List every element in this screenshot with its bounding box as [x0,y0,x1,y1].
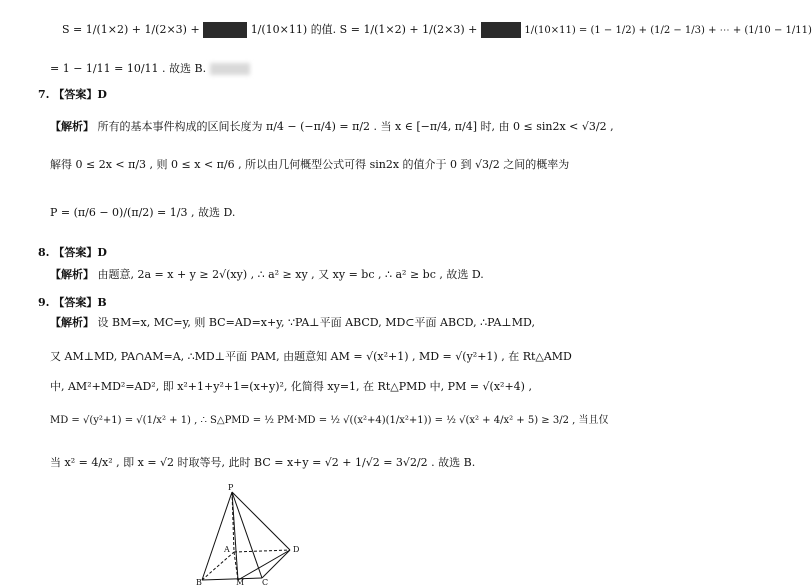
text: 1/(10×11) [250,23,308,36]
text: 当 x² = 4/x² , 即 x = √2 时取等号, 此时 BC = x+y = √2 + 1/√2 = 3√2/2 . 故选 B. [50,456,476,469]
text: 1/(1×2) + 1/(2×3) + [85,23,200,36]
text: 解得 0 ≤ 2x < π/3 , 则 0 ≤ x < π/6 , 所以由几何概型公式可得 sin2x 的值介于 0 到 √3/2 之间的概率为 [50,158,570,171]
text: 又 AM⊥MD, PA∩AM=A, ∴MD⊥平面 PAM, 由题意知 AM = √(x²+1) , MD = √(y²+1) , 在 Rt△AMD [50,350,572,363]
blurred-mark [210,63,250,75]
q9-exp-line-4 [50,414,608,428]
figure-label-m: M [236,578,245,586]
answer-label: 【答案】B [53,296,107,309]
text: 由题意, 2a = x + y ≥ 2√(xy) , ∴ a² ≥ xy , 又 xy = bc , ∴ a² ≥ bc , 故选 D. [97,268,484,281]
top-line-1 [62,22,812,38]
figure-label-p: P [228,483,234,492]
redaction-block [481,22,521,38]
text: 所有的基本事件构成的区间长度为 π/4 − (−π/4) = π/2 . 当 x ∈ [−π/4, π/4] 时, 由 0 ≤ sin2x < √3/2 , [97,120,614,133]
answer-label: 【答案】D [53,246,107,259]
q9-exp-line-3 [50,380,532,394]
q9-exp-line-5 [50,456,475,470]
explanation-label: 【解析】 [50,120,94,133]
text: 1/(10×11) = (1 − 1/2) + (1/2 − 1/3) + ⋯ + (1/10 − 1/11) [524,25,812,36]
q7-exp-line-2 [50,158,569,172]
text: 的值. S = [310,23,360,36]
q7-exp-line-1 [50,120,614,134]
text: P = (π/6 − 0)/(π/2) = 1/3 , 故选 D. [50,206,236,219]
q9-exp-line-1 [50,316,535,330]
figure-label-d: D [293,545,300,554]
figure-label-c: C [262,578,269,586]
text: = 1 − 1/11 = 10/11 . 故选 B. [50,62,207,75]
q9-header [38,296,107,310]
question-number: 9. [38,296,50,309]
question-number: 7. [38,88,50,101]
pyramid-figure [190,482,310,586]
text: 中, AM²+MD²=AD², 即 x²+1+y²+1=(x+y)², 化简得 xy=1, 在 Rt△PMD 中, PM = √(x²+4) , [50,380,532,393]
q8-exp-line-1 [50,268,484,282]
explanation-label: 【解析】 [50,316,94,329]
redaction-block [203,22,247,38]
answer-label: 【答案】D [53,88,107,101]
text: 设 BM=x, MC=y, 则 BC=AD=x+y, ∵PA⊥平面 ABCD, MD⊂平面 ABCD, ∴PA⊥MD, [97,316,535,329]
explanation-label: 【解析】 [50,268,94,281]
text: 1/(1×2) + 1/(2×3) + [363,23,478,36]
text: S = [62,23,83,36]
text: MD = √(y²+1) = √(1/x² + 1) , ∴ S△PMD = ½ PM·MD = ½ √((x²+4)(1/x²+1)) = ½ √(x² + 4/x² + 5) ≥ 3/2 , 当且仅 [50,415,609,426]
top-line-2 [50,62,250,76]
q8-header [38,246,107,260]
q7-header [38,88,107,102]
q9-exp-line-2 [50,350,572,364]
figure-label-b: B [196,578,202,586]
q7-exp-line-3 [50,206,235,220]
figure-label-a: A [224,545,230,554]
question-number: 8. [38,246,50,259]
